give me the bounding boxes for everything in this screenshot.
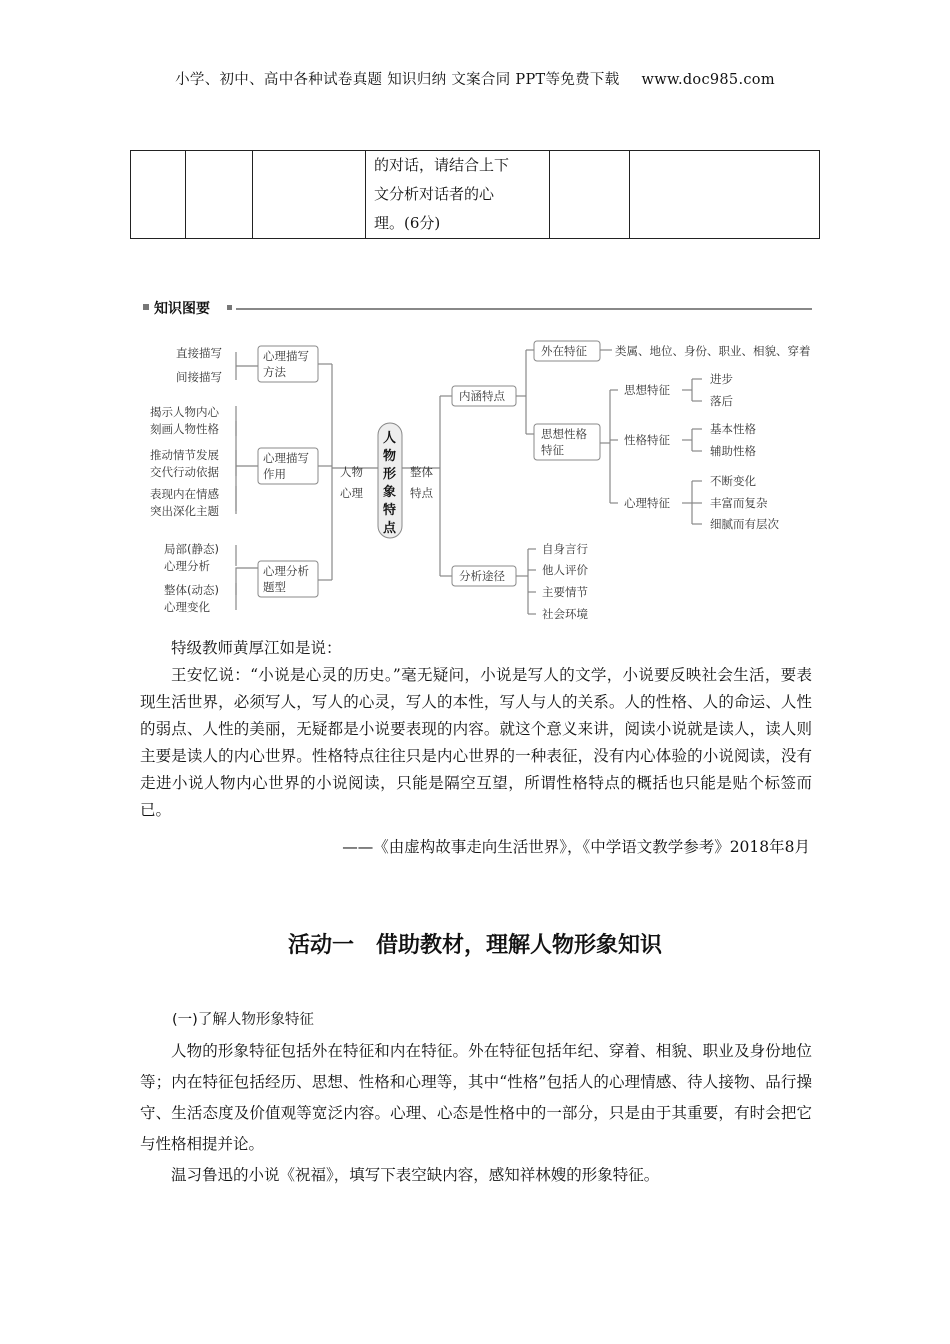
square-bullet-icon bbox=[143, 304, 149, 310]
activity-title: 活动一 借助教材，理解人物形象知识 bbox=[287, 933, 662, 958]
psych-item: 细腻而有层次 bbox=[710, 517, 779, 531]
question-line: 的对话，请结合上下 bbox=[374, 156, 510, 174]
svg-text:心理分析: 心理分析 bbox=[263, 564, 309, 578]
svg-text:心理描写: 心理描写 bbox=[263, 349, 309, 363]
outer-feature-box bbox=[534, 341, 600, 361]
svg-text:形: 形 bbox=[383, 467, 397, 482]
psych-item: 丰富而复杂 bbox=[710, 496, 768, 510]
question-line: 理。(6分) bbox=[374, 214, 441, 232]
method-item: 直接描写 bbox=[176, 346, 222, 360]
function-item: 刻画人物性格 bbox=[150, 422, 219, 436]
analysis-item: 社会环境 bbox=[542, 607, 588, 621]
thought-item: 落后 bbox=[710, 394, 733, 408]
functions-box bbox=[258, 448, 318, 484]
activity-subtitle: (一)了解人物形象特征 bbox=[172, 1012, 314, 1028]
knowledge-mindmap bbox=[140, 328, 812, 628]
question-line: 文分析对话者的心 bbox=[374, 185, 495, 203]
knowledge-map-heading bbox=[140, 298, 812, 320]
svg-text:思想性格: 思想性格 bbox=[541, 427, 587, 441]
svg-text:心理描写: 心理描写 bbox=[263, 451, 309, 465]
thought-item: 进步 bbox=[710, 372, 733, 386]
analysis-item: 主要情节 bbox=[542, 585, 588, 599]
type-item: 局部(静态) bbox=[164, 542, 219, 556]
svg-text:点: 点 bbox=[383, 521, 397, 536]
svg-text:人: 人 bbox=[383, 431, 397, 446]
svg-text:内涵特点: 内涵特点 bbox=[459, 389, 505, 403]
svg-text:象: 象 bbox=[383, 485, 397, 500]
table-cell bbox=[253, 151, 366, 239]
svg-text:作用: 作用 bbox=[263, 467, 286, 481]
quote-source: ——《由虚构故事走向生活世界》，《中学语文教学参考》2018年8月 bbox=[342, 838, 810, 856]
function-item: 突出深化主题 bbox=[150, 504, 219, 518]
quote-intro: 特级教师黄厚江如是说： bbox=[171, 639, 342, 657]
thought-feature-label: 思想特征 bbox=[624, 383, 670, 397]
paragraph: 人物的形象特征包括外在特征和内在特征。外在特征包括年纪、穿着、相貌、职业及身份地位等；内在特征包括经历、思想、性格和心理等，其中“性格”包括人的心理情感、待人接物、品行操守、生活态度及价值观等宽泛内容。心理、心态是性格中的一部分，只是由于其重要，有时会把它与性格相提并论。 bbox=[140, 1042, 812, 1153]
mid-label: 特点 bbox=[410, 486, 433, 500]
header-url[interactable]: www.doc985.com bbox=[641, 72, 775, 88]
svg-text:特: 特 bbox=[383, 503, 397, 518]
mid-label: 心理 bbox=[340, 486, 363, 500]
type-item: 心理分析 bbox=[164, 559, 210, 573]
function-item: 交代行动依据 bbox=[150, 465, 219, 479]
character-item: 辅助性格 bbox=[710, 444, 756, 458]
character-item: 基本性格 bbox=[710, 422, 756, 436]
psych-feature-label: 心理特征 bbox=[624, 496, 670, 510]
section-title: 知识图要 bbox=[154, 301, 210, 317]
table-cell bbox=[186, 151, 253, 239]
svg-text:分析途径: 分析途径 bbox=[459, 569, 505, 583]
analysis-box bbox=[452, 566, 516, 586]
table-cell-question bbox=[366, 151, 550, 239]
analysis-item: 自身言行 bbox=[542, 542, 588, 556]
mid-label: 整体 bbox=[410, 465, 433, 479]
function-item: 揭示人物内心 bbox=[150, 405, 219, 419]
svg-text:方法: 方法 bbox=[263, 365, 286, 379]
center-node bbox=[378, 423, 402, 538]
svg-text:外在特征: 外在特征 bbox=[541, 344, 587, 358]
table-cell bbox=[131, 151, 186, 239]
table-cell bbox=[630, 151, 820, 239]
quote-block bbox=[140, 635, 812, 856]
methods-box bbox=[258, 346, 318, 382]
function-item: 表现内在情感 bbox=[150, 487, 219, 501]
outer-feature-items: 类属、地位、身份、职业、相貌、穿着 bbox=[615, 344, 811, 358]
psych-item: 不断变化 bbox=[710, 474, 756, 488]
page-header bbox=[0, 68, 950, 89]
inner-feature-box bbox=[534, 424, 600, 460]
divider bbox=[236, 308, 812, 310]
types-box bbox=[258, 561, 318, 597]
svg-text:特征: 特征 bbox=[541, 443, 564, 457]
method-item: 间接描写 bbox=[176, 370, 222, 384]
table-cell bbox=[550, 151, 630, 239]
header-text: 小学、初中、高中各种试卷真题 知识归纳 文案合同 PPT等免费下载 bbox=[175, 72, 620, 88]
type-item: 心理变化 bbox=[164, 600, 210, 614]
svg-text:物: 物 bbox=[383, 449, 397, 464]
question-table bbox=[130, 150, 820, 239]
quote-body: 王安忆说：“小说是心灵的历史。”毫无疑问，小说是写人的文学，小说要反映社会生活，要表现生活世界，必须写人，写人的心灵，写人的本性，写人与人的关系。人的性格、人的命运、人性的弱点、人性的美丽，无疑都是小说要表现的内容。就这个意义来讲，阅读小说就是读人，读人则主要是读人的内心世界。性格特点往往只是内心世界的一种表征，没有内心体验的小说阅读，没有走进小说人物内心世界的小说阅读，只能是隔空互望，所谓性格特点的概括也只能是贴个标签而已。 bbox=[140, 666, 812, 819]
type-item: 整体(动态) bbox=[164, 583, 219, 597]
mid-label: 人物 bbox=[340, 465, 363, 479]
square-bullet-icon bbox=[227, 305, 232, 310]
activity-body bbox=[140, 1036, 812, 1191]
character-feature-label: 性格特征 bbox=[624, 433, 670, 447]
function-item: 推动情节发展 bbox=[150, 448, 219, 462]
analysis-item: 他人评价 bbox=[542, 563, 588, 577]
svg-text:题型: 题型 bbox=[263, 580, 286, 594]
connotation-box bbox=[452, 386, 516, 406]
paragraph: 温习鲁迅的小说《祝福》，填写下表空缺内容，感知祥林嫂的形象特征。 bbox=[171, 1166, 660, 1184]
